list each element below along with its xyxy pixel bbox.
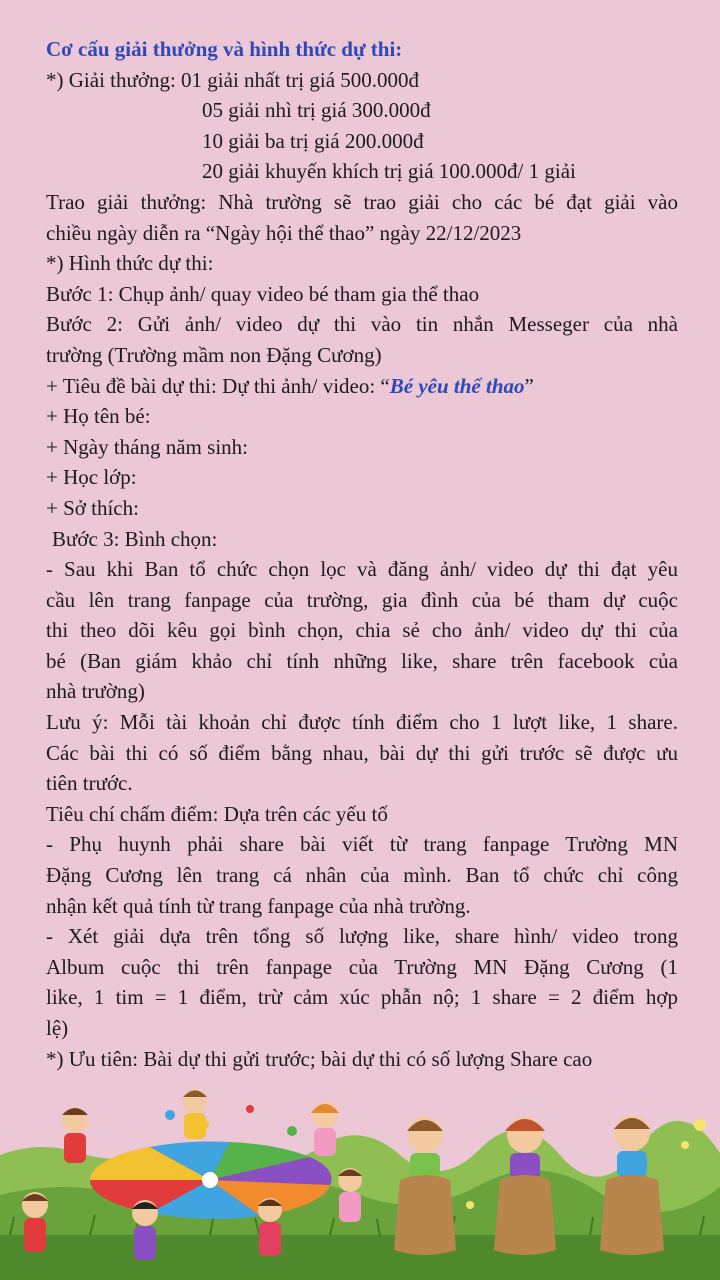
- kids-playground-illustration: [0, 1085, 720, 1280]
- document-body: [46, 34, 678, 1074]
- award-line-1: Trao giải thưởng: Nhà trường sẽ trao giải cho các bé đạt giải vào: [46, 189, 678, 214]
- prize-first: *) Giải thưởng: 01 giải nhất trị giá 500.000đ: [46, 67, 420, 92]
- field-class: + Học lớp:: [46, 465, 137, 490]
- entry-title-suffix: ”: [524, 373, 534, 398]
- step-2-line-2: trường (Trường mầm non Đặng Cương): [46, 342, 382, 367]
- entry-title-prefix: + Tiêu đề bài dự thi: Dự thi ảnh/ video: “: [46, 373, 390, 398]
- voting-line-1: - Sau khi Ban tổ chức chọn lọc và đăng ảnh/ video dự thi đạt yêu: [46, 557, 678, 582]
- entry-title-highlight: Bé yêu thể thao: [389, 373, 525, 398]
- step-3: Bước 3: Bình chọn:: [52, 526, 218, 551]
- field-birthdate: + Ngày tháng năm sinh:: [46, 434, 248, 459]
- note-line-1: Lưu ý: Mỗi tài khoản chỉ được tính điểm cho 1 lượt like, 1 share.: [46, 710, 678, 735]
- prize-consolation: 20 giải khuyến khích trị giá 100.000đ/ 1 giải: [202, 159, 576, 184]
- sack-race-kids: [394, 1115, 664, 1255]
- priority-line: *) Ưu tiên: Bài dự thi gửi trước; bài dự thi có số lượng Share cao: [46, 1046, 593, 1071]
- prize-third: 10 giải ba trị giá 200.000đ: [202, 128, 424, 153]
- note-line-2: Các bài thi có số điểm bằng nhau, bài dự thi gửi trước sẽ được ưu: [46, 740, 678, 765]
- criteria-1-line-3: nhận kết quả tính từ trang fanpage của nhà trường.: [46, 893, 471, 918]
- form-heading: *) Hình thức dự thi:: [46, 251, 214, 276]
- award-line-2: chiều ngày diễn ra “Ngày hội thể thao” ngày 22/12/2023: [46, 220, 522, 245]
- step-2-line-1: Bước 2: Gửi ảnh/ video dự thi vào tin nhắn Messeger của nhà: [46, 312, 678, 337]
- field-name: + Họ tên bé:: [46, 404, 151, 429]
- criteria-2-line-2: Album cuộc thi trên fanpage của Trường MN Đặng Cương (1: [46, 954, 678, 979]
- entry-title-line: [46, 371, 678, 402]
- criteria-2-line-3: like, 1 tim = 1 điểm, trừ cảm xúc phẫn nộ; 1 share = 2 điểm hợp: [46, 985, 678, 1010]
- field-hobby: + Sở thích:: [46, 495, 139, 520]
- voting-line-2: cầu lên trang fanpage của trường, gia đình của bé tham dự cuộc: [46, 587, 678, 612]
- section-heading: Cơ cấu giải thưởng và hình thức dự thi:: [46, 37, 403, 61]
- voting-line-4: bé (Ban giám khảo chỉ tính những like, share trên facebook của: [46, 648, 678, 673]
- voting-line-3: thi theo dõi kêu gọi bình chọn, chia sẻ cho ảnh/ video dự thi của: [46, 618, 678, 643]
- prize-second: 05 giải nhì trị giá 300.000đ: [202, 98, 431, 123]
- voting-line-5: nhà trường): [46, 679, 145, 704]
- note-line-3: tiên trước.: [46, 771, 133, 796]
- criteria-2-line-1: - Xét giải dựa trên tổng số lượng like, share hình/ video trong: [46, 924, 678, 949]
- criteria-2-line-4: lệ): [46, 1016, 69, 1040]
- criteria-heading: Tiêu chí chấm điểm: Dựa trên các yếu tố: [46, 801, 388, 826]
- step-1: Bước 1: Chụp ảnh/ quay video bé tham gia thể thao: [46, 281, 480, 306]
- criteria-1-line-1: - Phụ huynh phải share bài viết từ trang fanpage Trường MN: [46, 832, 678, 857]
- criteria-1-line-2: Đặng Cương lên trang cá nhân của mình. Ban tổ chức chỉ công: [46, 863, 678, 888]
